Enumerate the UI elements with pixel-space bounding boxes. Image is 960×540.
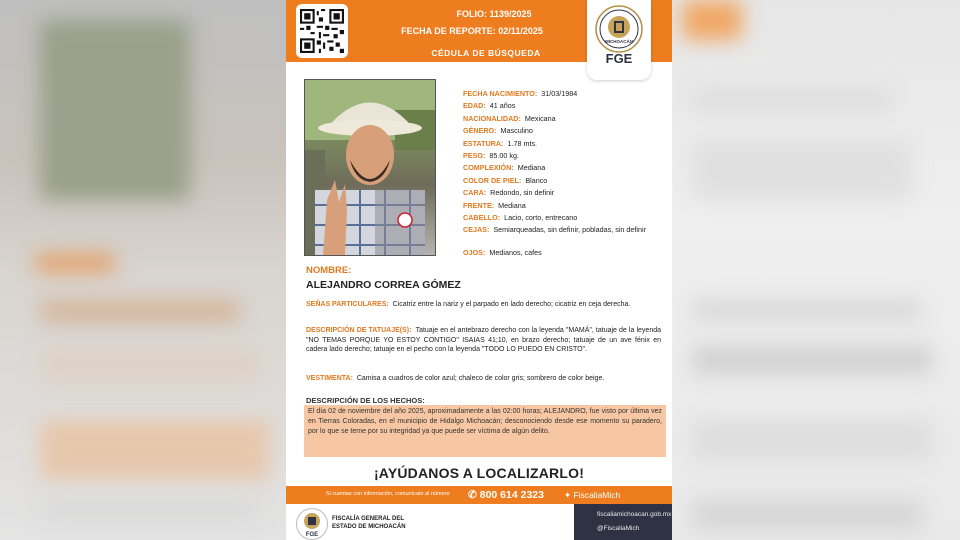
footer-logo-text: FGE [305, 532, 319, 538]
fge-logo [587, 0, 651, 80]
footer-institution-name [332, 515, 406, 531]
hechos-description: El día 02 de noviembre del año 2025, aproximadamente a las 02:00 horas; ALEJANDRO, fue visto por última vez en Tierras Coloradas, en el municipio de Hidalgo Michoacán; desconociendo desde ese momento su paradero, por lo que se teme por su integridad ya que puede ser víctima de algún delito. [304, 405, 666, 457]
qr-code-icon [300, 8, 344, 54]
field-frente [463, 200, 663, 212]
field-ojos [463, 247, 663, 259]
field-value: Lacio, corto, entrecano [504, 212, 578, 222]
field-cabello [463, 212, 663, 224]
vestimenta-label: VESTIMENTA: [306, 375, 353, 382]
field-value: 41 años [489, 101, 516, 111]
twitter-handle-text: FiscaliaMich [573, 490, 621, 500]
phone-icon: ✆ [468, 489, 477, 501]
field-cara [463, 187, 663, 199]
twitter-handle[interactable] [564, 490, 620, 501]
contact-band [286, 486, 672, 504]
tatuajes-label: DESCRIPCIÓN DE TATUAJE(S): [306, 327, 412, 334]
phone-number[interactable] [468, 489, 544, 501]
person-photo-icon [305, 80, 435, 255]
vestimenta-text: Camisa a cuadros de color azul; chaleco de color gris; sombrero de color beige. [356, 375, 605, 382]
footer-logo [296, 508, 328, 540]
tatuajes-text: Tatuaje en el antebrazo derecho con la leyenda "MAMÁ", tatuaje de la leyenda "NO TEMAS PORQUE YO ESTOY CONTIGO" ISAIAS 41;10, en brazo derecho; tatuaje de un ave fénix en cadera lado derecho; tatuaje en el pecho con la leyenda "TODO LO PUEDO EN CRISTO". [306, 327, 662, 353]
poster-title: CÉDULA DE BÚSQUEDA [431, 48, 541, 58]
field-label: CABELLO: [463, 212, 501, 222]
footer-contact-panel [574, 504, 672, 540]
field-value: 85.00 kg. [489, 150, 519, 160]
blurred-background-left [0, 0, 286, 540]
field-cejas [463, 224, 663, 247]
field-value: Mediana [517, 163, 546, 173]
field-value: 1.78 mts. [507, 138, 538, 148]
call-to-action: ¡AYÚDANOS A LOCALIZARLO! [373, 465, 585, 481]
field-genero [463, 125, 663, 137]
field-value: Masculino [500, 126, 533, 136]
hechos-label: DESCRIPCIÓN DE LOS HECHOS: [306, 396, 425, 405]
field-label: FRENTE: [463, 200, 495, 210]
qr-code[interactable] [296, 4, 348, 58]
field-label: EDAD: [463, 101, 486, 111]
phone-number-text: 800 614 2323 [479, 489, 544, 501]
personal-data-list [463, 88, 663, 260]
field-value: Semiarqueadas, sin definir, pobladas, sin definir [493, 225, 646, 235]
field-label: FECHA NACIMIENTO: [463, 89, 538, 98]
field-label: COMPLEXIÓN: [463, 163, 514, 173]
field-value: Blanco [525, 175, 548, 185]
search-poster [286, 0, 672, 540]
twitter-icon: ✦ [564, 490, 572, 500]
logo-sub-text: MICHOACÁN [605, 39, 633, 44]
field-label: GÉNERO: [463, 126, 497, 136]
fge-footer-seal-icon [297, 509, 327, 539]
folio-number: FOLIO: 1139/2025 [456, 9, 532, 19]
field-value: Mexicana [524, 113, 556, 123]
footer-name-line2: ESTADO DE MICHOACÁN [332, 524, 406, 530]
field-value: Medianos, cafes [489, 248, 542, 258]
logo-fge-text: FGE [605, 51, 633, 66]
field-value: Redondo, sin definir [490, 188, 555, 198]
senas-text: Cicatriz entre la nariz y el parpado en lado derecho; cicatriz en ceja derecha. [392, 301, 631, 308]
vestimenta [306, 374, 661, 384]
field-value: Mediana [498, 200, 526, 210]
field-edad [463, 100, 663, 112]
missing-person-photo [304, 79, 436, 256]
report-date: FECHA DE REPORTE: 02/11/2025 [401, 26, 543, 36]
name-label: NOMBRE: [306, 265, 352, 276]
field-color-piel [463, 175, 663, 187]
social-handle[interactable]: @FiscaliaMich [597, 525, 640, 532]
field-complexion [463, 162, 663, 174]
field-label: COLOR DE PIEL: [463, 175, 522, 185]
field-label: ESTATURA: [463, 138, 504, 148]
field-estatura [463, 138, 663, 150]
field-label: NACIONALIDAD: [463, 113, 521, 123]
website-link[interactable]: fiscaliamichoacan.gob.mx [597, 511, 672, 518]
field-label: PESO: [463, 150, 486, 160]
field-label: OJOS: [463, 248, 486, 258]
senas-label: SEÑAS PARTICULARES: [306, 301, 389, 308]
field-value: 31/03/1984 [541, 89, 578, 98]
fge-seal-icon [587, 0, 651, 80]
poster-footer [286, 504, 672, 540]
field-peso [463, 150, 663, 162]
field-nacionalidad [463, 113, 663, 125]
contact-info-text: Si cuentas con información, comunícate al número [326, 491, 450, 497]
senas-particulares [306, 300, 661, 310]
field-label: CARA: [463, 188, 487, 198]
footer-name-line1: FISCALÍA GENERAL DEL [332, 516, 405, 522]
field-fecha-nacimiento [463, 88, 663, 100]
person-name: ALEJANDRO CORREA GÓMEZ [306, 279, 461, 291]
field-label: CEJAS: [463, 225, 490, 235]
blurred-background-right [672, 0, 960, 540]
descripcion-tatuajes [306, 326, 661, 355]
